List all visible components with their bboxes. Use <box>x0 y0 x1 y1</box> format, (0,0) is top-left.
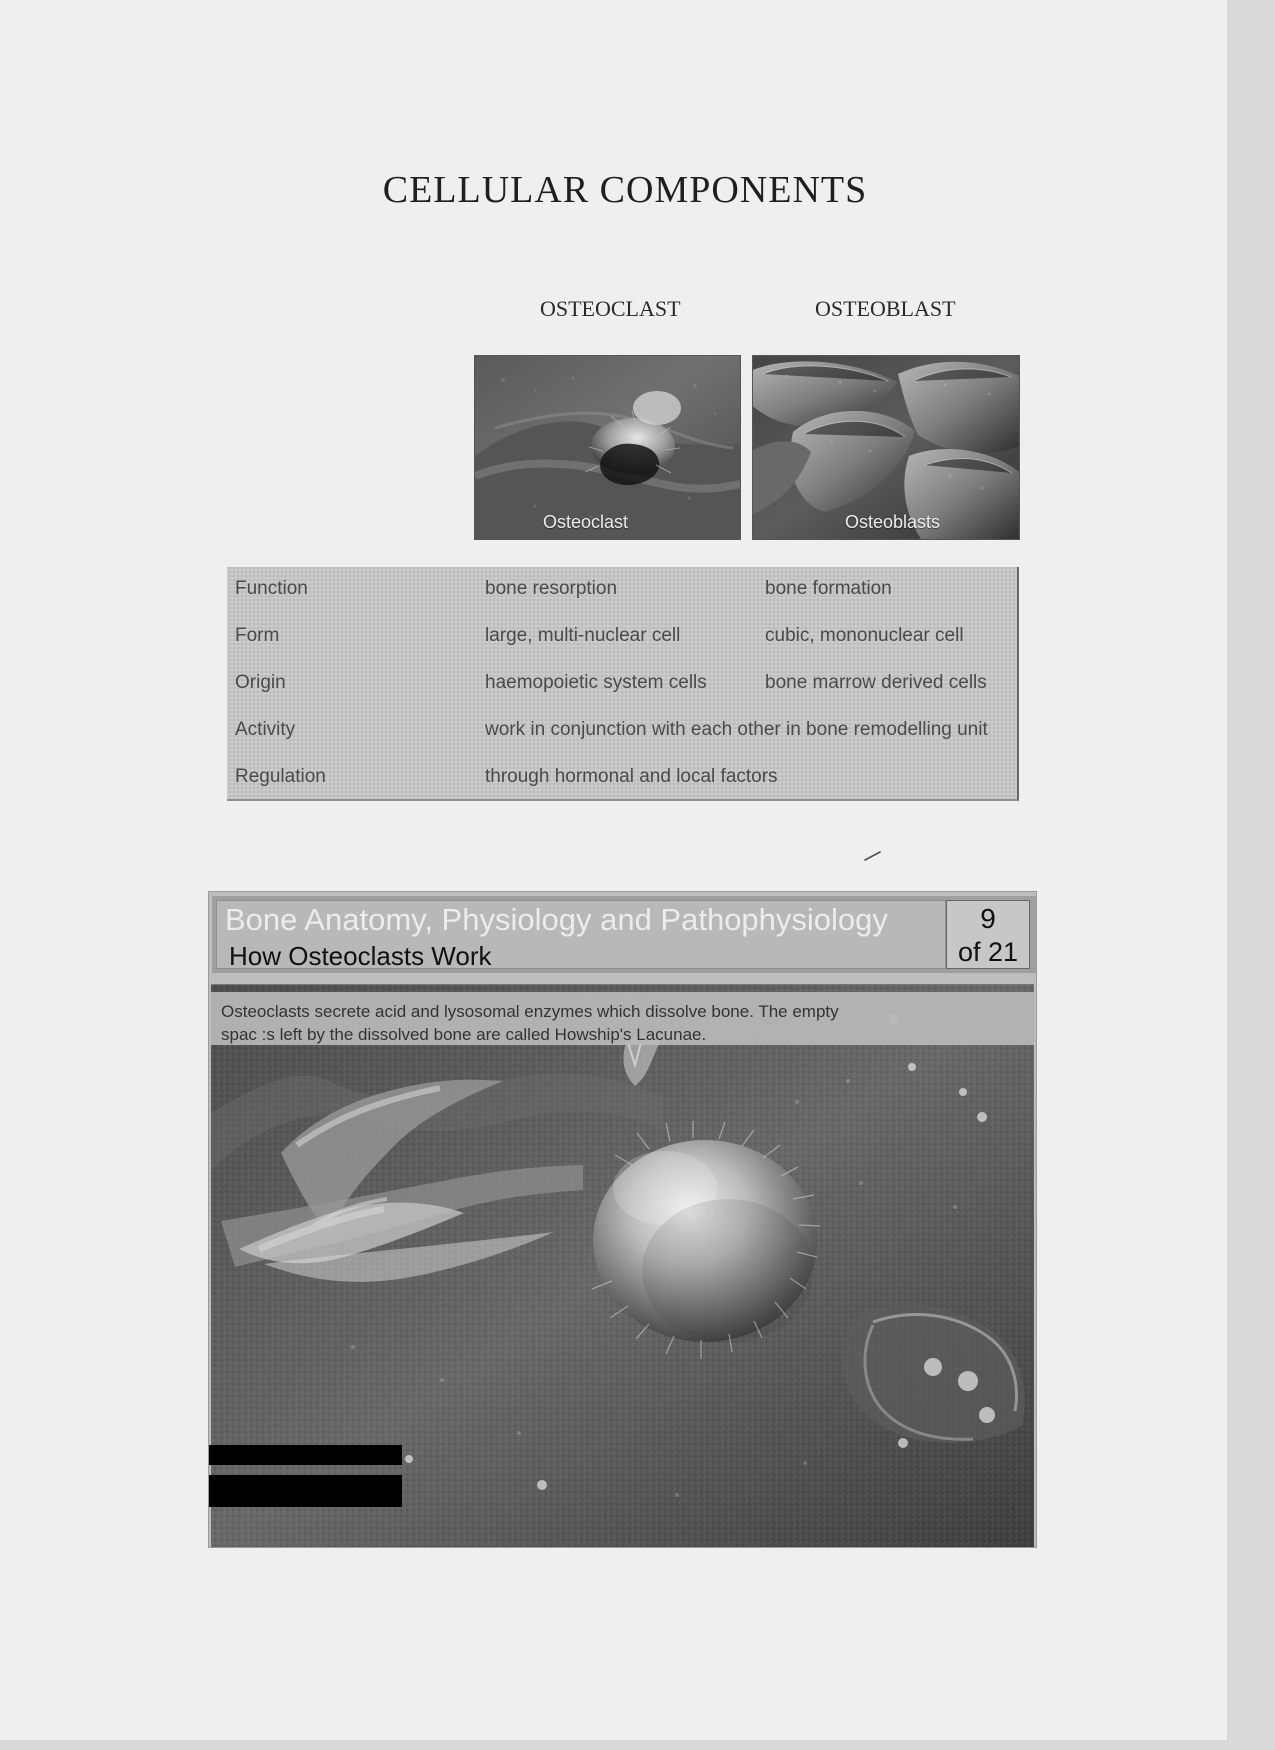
osteoblast-caption: Osteoblasts <box>845 512 941 532</box>
slide-page-total: of 21 <box>957 937 1019 967</box>
page-title: CELLULAR COMPONENTS <box>382 169 868 211</box>
osteoblast-value: bone marrow derived cells <box>765 672 987 693</box>
table-row-function <box>227 567 1017 614</box>
slide-description-line-2: spac :s left by the dissolved bone are called Howship's Lacunae. <box>221 1025 707 1044</box>
osteoblast-heading: OSTEOBLAST <box>815 296 956 321</box>
table-row-regulation <box>227 755 1017 802</box>
table-row-origin <box>227 661 1017 708</box>
row-label: Function <box>235 578 308 599</box>
slide-header <box>212 896 1036 973</box>
slide-screenshot <box>208 891 1037 1548</box>
row-label: Origin <box>235 672 286 693</box>
redaction-bar-bottom <box>209 1475 402 1507</box>
osteoblast-micrograph <box>752 355 1020 540</box>
pen-mark <box>864 851 882 861</box>
osteoclast-value: large, multi-nuclear cell <box>485 625 681 646</box>
redaction-bar-top <box>209 1445 402 1465</box>
table-row-form <box>227 614 1017 661</box>
slide-description <box>211 992 1034 1045</box>
osteoclast-value: haemopoietic system cells <box>485 672 707 693</box>
slide-title: Bone Anatomy, Physiology and Pathophysiology <box>225 902 888 937</box>
osteoclast-caption: Osteoclast <box>543 512 629 532</box>
slide-subtitle: How Osteoclasts Work <box>229 941 492 971</box>
row-label: Form <box>235 625 280 646</box>
cell-comparison-table <box>227 567 1019 801</box>
slide-description-line-1: Osteoclasts secrete acid and lysosomal enzymes which dissolve bone. The empty <box>221 1002 839 1021</box>
row-label: Activity <box>235 719 296 740</box>
shared-value: through hormonal and local factors <box>485 766 778 787</box>
shared-value: work in conjunction with each other in bone remodelling unit <box>485 719 988 740</box>
osteoclast-micrograph <box>474 355 741 540</box>
osteoblast-value: cubic, mononuclear cell <box>765 625 964 646</box>
slide-page-current: 9 <box>980 903 996 934</box>
slide-title-box <box>216 900 946 969</box>
osteoclast-value: bone resorption <box>485 578 618 599</box>
row-label: Regulation <box>235 766 326 787</box>
osteoclast-heading: OSTEOCLAST <box>540 296 681 321</box>
osteoblast-value: bone formation <box>765 578 892 599</box>
table-row-activity <box>227 708 1017 755</box>
slide-page-indicator <box>946 900 1030 969</box>
